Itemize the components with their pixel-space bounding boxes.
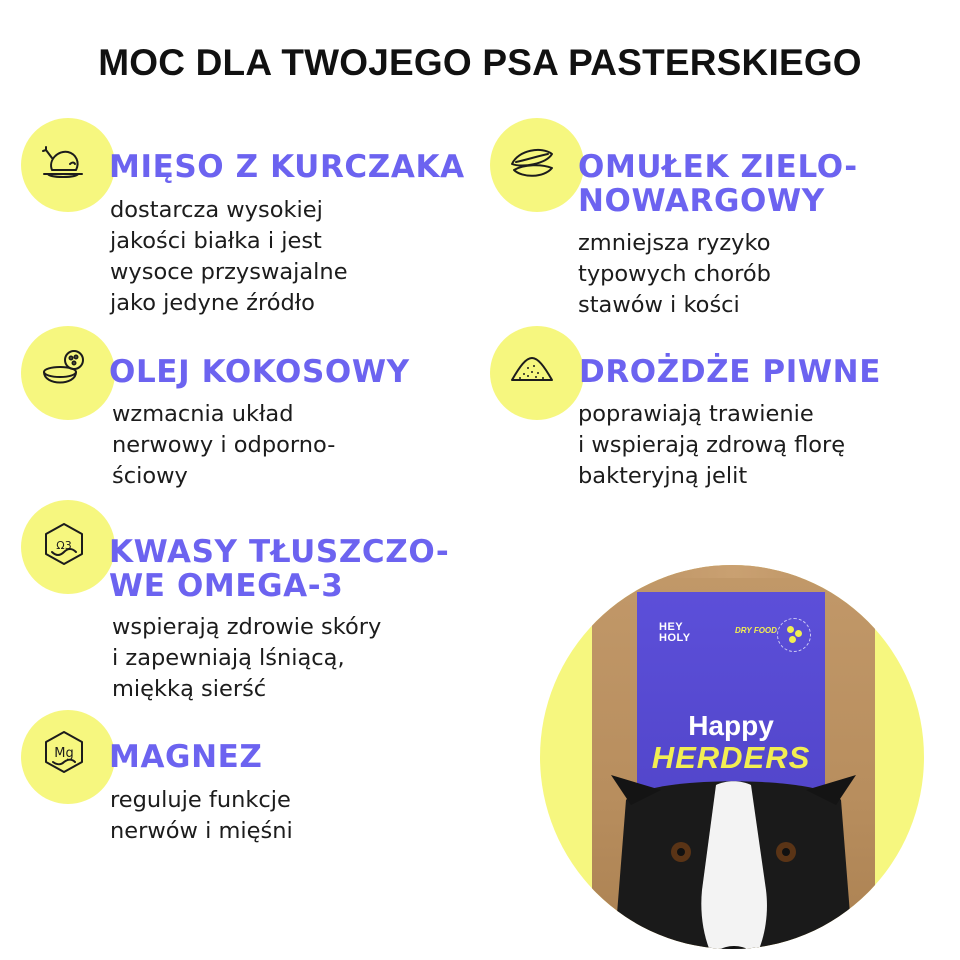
description-line: i wspierają zdrową florę: [578, 432, 846, 458]
svg-text:Ω3: Ω3: [56, 539, 72, 552]
variant-label: DRY FOOD: [735, 626, 777, 635]
feature-description: [578, 399, 845, 492]
feature-heading: [109, 355, 410, 389]
omega-icon: [40, 520, 88, 568]
feature-description: [112, 612, 381, 705]
description-line: wysoce przyswajalne: [110, 259, 348, 285]
description-line: bakteryjną jelit: [578, 463, 748, 489]
feature-heading: [109, 535, 449, 603]
description-line: i zapewniają lśniącą,: [112, 645, 345, 671]
description-line: reguluje funkcje: [110, 787, 291, 813]
heading-line: KWASY TŁUSZCZO-: [109, 534, 450, 570]
magnesium-icon: [40, 728, 88, 776]
heading-line: DROŻDŻE PIWNE: [579, 354, 881, 390]
description-line: dostarcza wysokiej: [110, 197, 323, 223]
heading-line: WE OMEGA-3: [109, 568, 344, 604]
product-bag: [592, 565, 875, 949]
chicken-icon: [40, 136, 88, 184]
feature-description: [110, 195, 348, 319]
seal-badge: [777, 618, 811, 652]
coconut-icon: [40, 346, 88, 394]
feature-heading: [579, 355, 881, 389]
heading-line: MAGNEZ: [109, 739, 263, 775]
bag-fold: [592, 565, 875, 578]
description-line: nerwów i mięśni: [110, 818, 293, 844]
product-image: [540, 565, 924, 949]
dog-illustration: [606, 770, 861, 949]
feature-heading: [109, 740, 262, 774]
description-line: poprawiają trawienie: [578, 401, 814, 427]
brand-logo: [659, 622, 691, 644]
page-title: MOC DLA TWOJEGO PSA PASTERSKIEGO: [98, 42, 862, 83]
feature-heading: [109, 150, 465, 184]
description-line: wspierają zdrowie skóry: [112, 614, 382, 640]
mussel-icon: [508, 138, 556, 186]
heading-line: NOWARGOWY: [578, 183, 825, 219]
description-line: zmniejsza ryzyko: [578, 230, 771, 256]
product-name-line2: HERDERS: [651, 740, 811, 775]
description-line: miękką sierść: [112, 676, 267, 702]
svg-text:Mg: Mg: [54, 746, 74, 761]
description-line: typowych chorób: [578, 261, 771, 287]
description-line: stawów i kości: [578, 292, 740, 318]
feature-description: [112, 399, 335, 492]
description-line: wzmacnia układ: [112, 401, 294, 427]
yeast-icon: [508, 344, 556, 392]
description-line: ściowy: [112, 463, 188, 489]
heading-line: OLEJ KOKOSOWY: [109, 354, 410, 390]
brand-line: HOLY: [659, 632, 691, 644]
description-line: jakości białka i jest: [110, 228, 322, 254]
description-line: nerwowy i odporno-: [112, 432, 336, 458]
description-line: jako jedyne źródło: [110, 290, 315, 316]
heading-line: OMUŁEK ZIELO-: [578, 149, 858, 185]
brand-line: HEY: [659, 621, 684, 633]
feature-heading: [578, 150, 858, 218]
feature-description: [578, 228, 771, 321]
heading-line: MIĘSO Z KURCZAKA: [109, 149, 465, 185]
feature-description: [110, 785, 293, 847]
product-name-line1: Happy: [688, 710, 774, 741]
